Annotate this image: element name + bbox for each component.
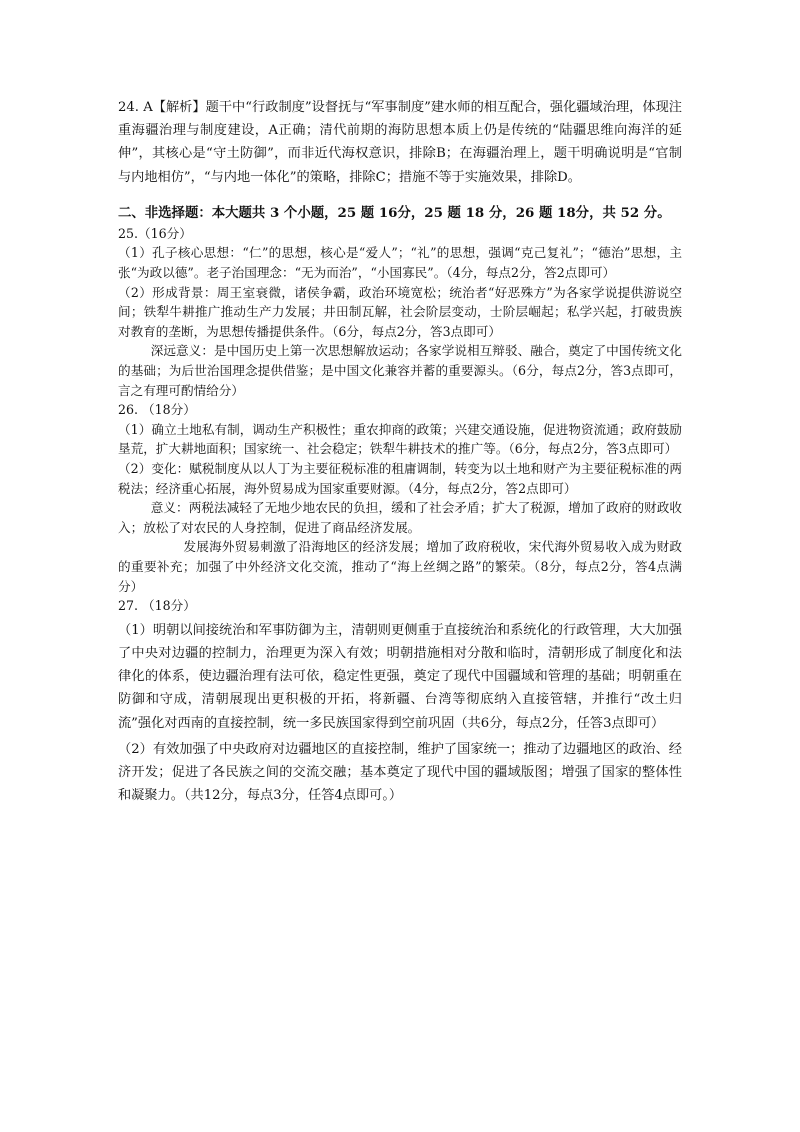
q26-header: 26. （18分） [118, 402, 196, 418]
q25-header: 25.（16分） [118, 225, 192, 241]
q25-part2: （2）形成背景：周王室衰微，诸侯争霸，政治环境宽松；统治者“好恶殊方”为各家学说提供游说空间；铁犁牛耕推广推动生产力发展；井田制瓦解，社会阶层变动，士阶层崛起；私学兴起，打破贵族对教育的垄断，为思想传播提供条件。（6分，每点2分，答3点即可） [118, 284, 682, 339]
q26-significance: 意义：两税法减轻了无地少地农民的负担，缓和了社会矛盾；扩大了税源，增加了政府的财政收入；放松了对农民的人身控制，促进了商品经济发展。 [118, 500, 682, 535]
q26-part2: （2）变化：赋税制度从以人丁为主要征税标准的租庸调制，转变为以土地和财产为主要征税标准的两税法；经济重心拓展，海外贸易成为国家重要财源。（4分，每点2分，答2点即可） [118, 460, 682, 496]
q26-part1: （1）确立土地私有制，调动生产积极性；重农抑商的政策；兴建交通设施，促进物资流通；政府鼓励垦荒，扩大耕地面积；国家统一、社会稳定；铁犁牛耕技术的推广等。（6分，每点2分，答3点即可） [118, 421, 682, 457]
section-2-title: 二、非选择题：本大题共 3 个小题，25 题 16分，25 题 18 分，26 题 18分，共 52 分。 [118, 204, 671, 221]
q26-trade: 发展海外贸易刺激了沿海地区的经济发展；增加了政府税收，宋代海外贸易收入成为财政的重要补充；加强了中外经济文化交流，推动了“海上丝绸之路”的繁荣。（8分，每点2分，答4点满分） [118, 539, 682, 594]
q25-significance: 深远意义：是中国历史上第一次思想解放运动；各家学说相互辩驳、融合，奠定了中国传统文化的基础；为后世治国理念提供借鉴；是中国文化兼容并蓄的重要源头。（6分，每点2分，答3点即可，言之有理可酌情给分） [118, 343, 682, 398]
q27-part1: （1）明朝以间接统治和军事防御为主，清朝则更侧重于直接统治和系统化的行政管理，大大加强了中央对边疆的控制力，治理更为深入有效；明朝措施相对分散和临时，清朝形成了制度化和法律化的体系，使边疆治理有法可依，稳定性更强，奠定了现代中国疆域和管理的基础；明朝重在防御和守成，清朝展现出更积极的开拓，将新疆、台湾等彻底纳入直接管辖，并推行“改土归流”强化对西南的直接控制，统一多民族国家得到空前巩固（共6分，每点2分，任答3点即可） [118, 622, 682, 731]
q27-header: 27. （18分） [118, 598, 196, 614]
answer-sheet-page [118, 96, 682, 807]
q24-answer: 24. A【解析】题干中“行政制度”设督抚与“军事制度”建水师的相互配合，强化疆域治理，体现注重海疆治理与制度建设，A正确；清代前期的海防思想本质上仍是传统的“陆疆思维向海洋的延伸”，其核心是“守土防御”，而非近代海权意识，排除B；在海疆治理上，题干明确说明是“官制与内地相仿”，“与内地一体化”的策略，排除C；措施不等于实施效果，排除D。 [118, 100, 682, 185]
q27-part2: （2）有效加强了中央政府对边疆地区的直接控制，维护了国家统一；推动了边疆地区的政治、经济开发；促进了各民族之间的交流交融；基本奠定了现代中国的疆域版图；增强了国家的整体性和凝聚力。（共12分，每点3分，任答4点即可。） [118, 741, 682, 804]
q25-part1: （1）孔子核心思想：“仁”的思想，核心是“爱人”；“礼”的思想，强调“克己复礼”；“德治”思想，主张“为政以德”。老子治国理念：“无为而治”，“小国寡民”。（4分，每点2分，答2点即可） [118, 245, 682, 280]
